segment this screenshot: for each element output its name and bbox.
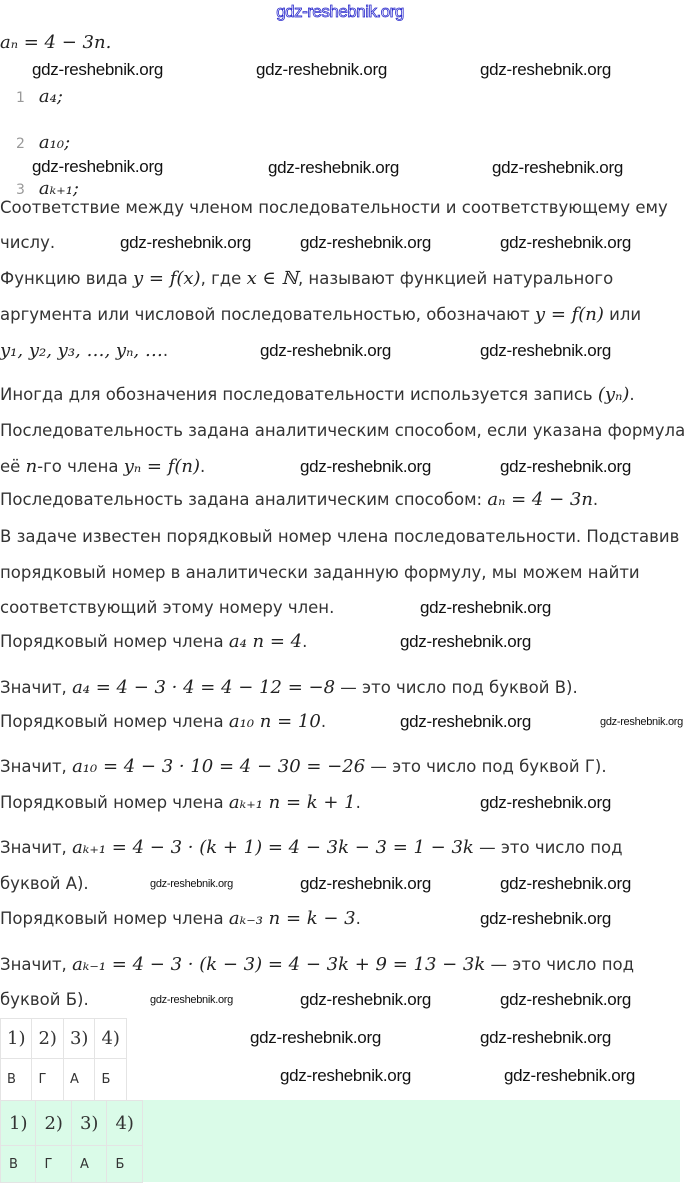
text-segment: — это число под буквой В). <box>335 678 578 697</box>
answer-table-value-row <box>1 1059 127 1101</box>
watermark-text: gdz-reshebnik.org <box>400 632 531 651</box>
math-expression: (yₙ) <box>597 384 630 405</box>
solution-line <box>0 989 89 1011</box>
math-expression: n <box>25 456 38 477</box>
table-cell: Г <box>36 1146 71 1183</box>
text-segment: Значит, <box>0 955 73 974</box>
text-segment: -го члена <box>37 457 124 476</box>
math-expression: aₖ₊₁ n = k + 1 <box>228 792 356 813</box>
math-expression: a₁₀ n = 10 <box>228 711 321 732</box>
watermark-text: gdz-reshebnik.org <box>500 233 631 252</box>
watermark-text: gdz-reshebnik.org <box>150 994 233 1006</box>
watermark-text: gdz-reshebnik.org <box>260 341 391 360</box>
solution-line <box>0 873 89 895</box>
math-expression: a₁₀ = 4 − 3 · 10 = 4 − 30 = −26 <box>72 756 366 777</box>
text-segment: . <box>355 793 361 812</box>
watermark-text: gdz-reshebnik.org <box>150 878 233 890</box>
text-segment: . <box>200 457 206 476</box>
answer-table-header-row <box>1 1101 143 1146</box>
text-segment: аргумента или числовой последовательностью, обозначают <box>0 305 535 324</box>
solution-line <box>0 304 641 326</box>
math-expression: x ∈ ℕ <box>246 268 298 289</box>
text-segment: . <box>592 490 599 509</box>
watermark-text: gdz-reshebnik.org <box>250 1028 381 1047</box>
text-segment: — это число под буквой Г). <box>365 757 607 776</box>
solution-line <box>0 954 634 976</box>
answer-table-highlighted <box>0 1100 143 1183</box>
text-segment: буквой А). <box>0 874 89 893</box>
solution-line <box>0 908 361 930</box>
text-segment: Порядковый номер члена <box>0 712 229 731</box>
text-segment: . <box>320 712 327 731</box>
table-cell: Г <box>32 1059 63 1101</box>
task-item-1 <box>16 86 63 109</box>
math-expression: a₄ = 4 − 3 · 4 = 4 − 12 = −8 <box>72 677 336 698</box>
text-segment: Последовательность задана аналитическим способом: <box>0 490 488 509</box>
text-segment: . <box>302 632 308 651</box>
solution-line <box>0 456 205 478</box>
text-segment: Порядковый номер члена <box>0 909 229 928</box>
math-expression: aₖ₋₁ = 4 − 3 · (k − 3) = 4 − 3k + 9 = 13 − 3k <box>72 954 486 975</box>
solution-line <box>0 756 607 778</box>
math-expression: aₖ₋₃ n = k − 3 <box>228 908 356 929</box>
answer-table-header-row <box>1 1019 127 1059</box>
item-number: 3 <box>16 182 25 198</box>
table-cell: А <box>71 1146 106 1183</box>
watermark-text: gdz-reshebnik.org <box>480 909 611 928</box>
text-segment: буквой Б). <box>0 990 89 1009</box>
solution-line <box>0 197 668 219</box>
watermark-text: gdz-reshebnik.org <box>480 1028 611 1047</box>
math-expression: y = f(x) <box>133 268 201 289</box>
solution-line <box>0 677 578 699</box>
solution-line <box>0 837 623 859</box>
watermark-text: gdz-reshebnik.org <box>280 1066 411 1085</box>
table-cell: 2) <box>36 1101 71 1146</box>
solution-line <box>0 489 598 511</box>
watermark-text: gdz-reshebnik.org <box>504 1066 635 1085</box>
table-cell: 2) <box>32 1019 63 1059</box>
watermark-text: gdz-reshebnik.org <box>120 233 251 252</box>
solution-line <box>0 526 679 548</box>
math-expression: y₁, y₂, y₃, …, yₙ, … <box>0 340 163 361</box>
task-item-3 <box>16 178 79 199</box>
item-expr: aₖ₊₁; <box>38 178 79 199</box>
watermark-text: gdz-reshebnik.org <box>32 60 163 79</box>
text-segment: — это число под <box>485 955 634 974</box>
text-segment: Значит, <box>0 678 73 697</box>
watermark-text: gdz-reshebnik.org <box>492 158 623 177</box>
item-number: 2 <box>16 136 25 152</box>
item-number: 1 <box>16 90 25 106</box>
text-segment: порядковый номер в аналитически заданную формулу, мы можем найти <box>0 563 640 582</box>
text-segment: . <box>162 341 169 360</box>
table-cell: Б <box>95 1059 126 1101</box>
solution-line <box>0 232 55 254</box>
text-segment: Последовательность задана аналитическим способом, если указана формула <box>0 421 685 440</box>
text-segment: , где <box>200 269 247 288</box>
site-watermark-header: gdz-reshebnik.org <box>276 2 404 21</box>
watermark-text: gdz-reshebnik.org <box>300 233 431 252</box>
table-cell: 1) <box>1 1101 36 1146</box>
solution-line <box>0 711 326 733</box>
text-segment: её <box>0 457 26 476</box>
formula-text: aₙ = 4 − 3n. <box>0 32 112 53</box>
watermark-text: gdz-reshebnik.org <box>480 793 611 812</box>
solution-line <box>0 340 168 362</box>
item-expr: a₄; <box>38 86 63 107</box>
watermark-text: gdz-reshebnik.org <box>420 598 551 617</box>
solution-line <box>0 631 307 653</box>
solution-line <box>0 268 613 290</box>
task-item-2 <box>16 132 70 155</box>
text-segment: Значит, <box>0 757 73 776</box>
math-expression: y = f(n) <box>534 304 604 325</box>
sequence-formula <box>0 32 111 54</box>
text-segment: Порядковый номер члена <box>0 793 229 812</box>
watermark-text: gdz-reshebnik.org <box>480 341 611 360</box>
text-segment: Иногда для обозначения последовательности используется запись <box>0 385 598 404</box>
solution-line <box>0 562 640 584</box>
watermark-text: gdz-reshebnik.org <box>300 457 431 476</box>
text-segment: числу. <box>0 233 56 252</box>
solution-line <box>0 420 685 442</box>
text-segment: — это число под <box>473 838 623 857</box>
table-cell: 4) <box>95 1019 126 1059</box>
watermark-text: gdz-reshebnik.org <box>400 712 531 731</box>
watermark-text: gdz-reshebnik.org <box>32 157 163 176</box>
answer-table <box>0 1018 127 1101</box>
text-segment: или <box>603 305 642 324</box>
watermark-text: gdz-reshebnik.org <box>300 874 431 893</box>
solution-line <box>0 792 361 814</box>
watermark-text: gdz-reshebnik.org <box>500 874 631 893</box>
table-cell: В <box>1 1146 36 1183</box>
text-segment: соответствующий этому номеру член. <box>0 598 335 617</box>
table-cell: Б <box>107 1146 142 1183</box>
text-segment: . <box>629 385 635 404</box>
table-cell: 3) <box>71 1101 106 1146</box>
text-segment: . <box>355 909 361 928</box>
watermark-text: gdz-reshebnik.org <box>500 457 631 476</box>
text-segment: Функцию вида <box>0 269 134 288</box>
watermark-text: gdz-reshebnik.org <box>500 990 631 1009</box>
watermark-text: gdz-reshebnik.org <box>480 60 611 79</box>
watermark-text: gdz-reshebnik.org <box>256 60 387 79</box>
table-cell: 3) <box>63 1019 94 1059</box>
table-cell: А <box>63 1059 94 1101</box>
table-cell: В <box>1 1059 32 1101</box>
math-expression: yₙ = f(n) <box>123 456 201 477</box>
text-segment: , называют функцией натурального <box>297 269 614 288</box>
watermark-text: gdz-reshebnik.org <box>600 716 683 728</box>
math-expression: aₙ = 4 − 3n <box>487 489 593 510</box>
text-segment: Соответствие между членом последовательности и соответствующему ему <box>0 198 668 217</box>
text-segment: Порядковый номер члена <box>0 632 229 651</box>
watermark-text: gdz-reshebnik.org <box>268 158 399 177</box>
table-cell: 1) <box>1 1019 32 1059</box>
answer-table-value-row <box>1 1146 143 1183</box>
text-segment: Значит, <box>0 838 73 857</box>
watermark-text: gdz-reshebnik.org <box>300 990 431 1009</box>
text-segment: В задаче известен порядковый номер члена последовательности. Подставив <box>0 527 680 546</box>
table-cell: 4) <box>107 1101 142 1146</box>
math-expression: a₄ n = 4 <box>228 631 303 652</box>
solution-line <box>0 384 635 406</box>
solution-line <box>0 597 334 619</box>
math-expression: aₖ₊₁ = 4 − 3 · (k + 1) = 4 − 3k − 3 = 1 − 3k <box>72 837 474 858</box>
item-expr: a₁₀; <box>38 132 71 153</box>
